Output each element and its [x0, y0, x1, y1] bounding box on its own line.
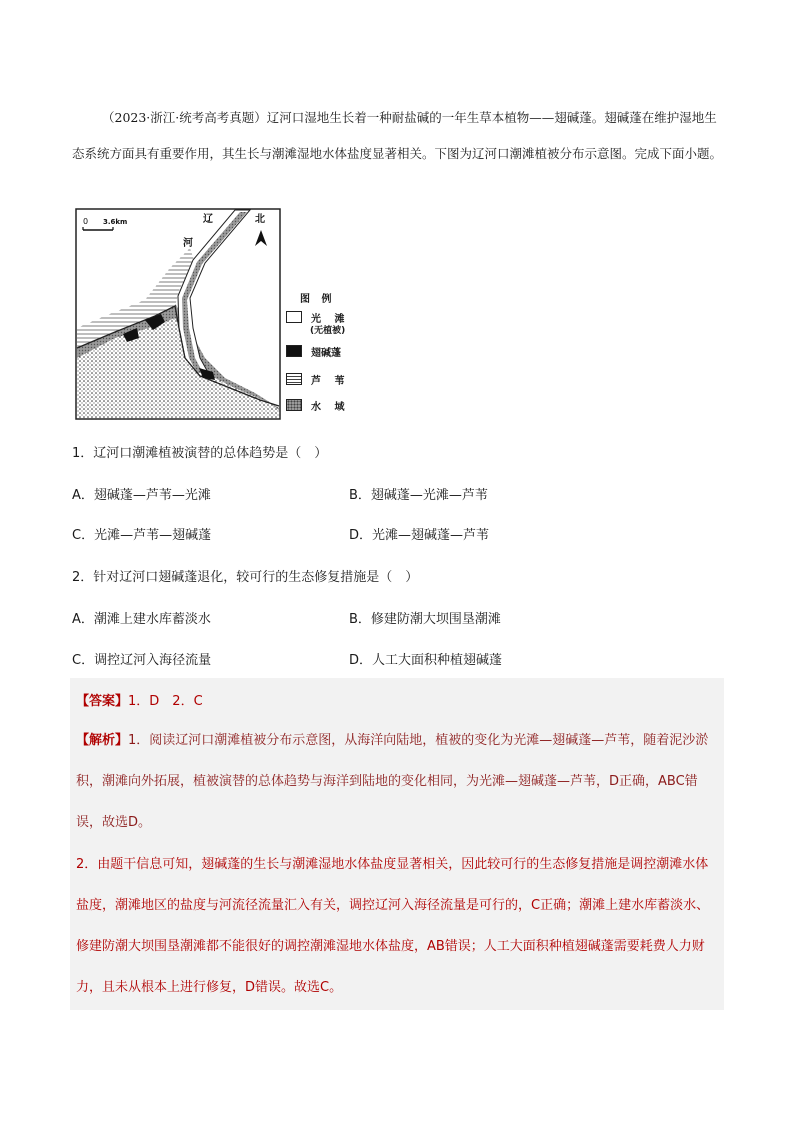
analysis-paragraph-2: 2．由题干信息可知，翅碱蓬的生长与潮滩湿地水体盐度显著相关，因此较可行的生态修复措施是调控潮滩水体盐度，潮滩地区的盐度与河流径流量汇入有关，调控辽河入海径流量是可行的，C正确；潮滩上建水库蓄淡水、修建防潮大坝围垦潮滩都不能很好的调控潮滩湿地水体盐度，AB错误；人工大面积种植翅碱蓬需要耗费人力财力，且未从根本上进行修复，D错误。故选C。: [76, 857, 710, 995]
question-1-option-a[interactable]: A．翅碱蓬—芦苇—光滩: [72, 488, 211, 503]
question-intro: （2023·浙江·统考高考真题）辽河口湿地生长着一种耐盐碱的一年生草本植物——翅碱蓬。翅碱蓬在维护湿地生态系统方面具有重要作用，其生长与潮滩湿地水体盐度显著相关。下图为辽河口潮滩植被分布示意图。完成下面小题。: [72, 110, 723, 161]
scale-zero: 0: [83, 217, 89, 226]
answer-line: [76, 690, 203, 709]
liaohe-estuary-map: [75, 208, 281, 420]
legend-swatch-reed: [286, 373, 302, 385]
answer-text: 1．D 2．C: [128, 694, 203, 709]
question-1-option-c[interactable]: C．光滩—芦苇—翅碱蓬: [72, 528, 212, 543]
question-2-option-c[interactable]: C．调控辽河入海径流量: [72, 653, 212, 668]
question-2-option-d[interactable]: D．人工大面积种植翅碱蓬: [349, 653, 503, 668]
legend-swatch-bare-flat: [286, 311, 302, 323]
legend-item-suaeda: 翅碱蓬: [286, 344, 396, 360]
legend-title: 图 例: [300, 294, 336, 305]
answer-tag: 【答案】: [76, 694, 129, 709]
question-1-option-d[interactable]: D．光滩—翅碱蓬—芦苇: [349, 528, 490, 543]
answer-panel: [70, 678, 724, 1010]
analysis-paragraph-1: [76, 720, 718, 843]
legend-item-reed: 芦 苇: [286, 372, 396, 388]
legend-swatch-suaeda: [286, 345, 302, 357]
legend-item-water: 水 域: [286, 398, 396, 414]
river-label-liao: 辽: [203, 214, 213, 225]
question-2-option-a[interactable]: A．潮滩上建水库蓄淡水: [72, 612, 211, 627]
scale-label: 3.6km: [103, 218, 128, 226]
question-1-option-b[interactable]: B．翅碱蓬—光滩—芦苇: [349, 488, 488, 503]
analysis-tag: 【解析】: [76, 733, 129, 748]
analysis-p1-text: 1．阅读辽河口潮滩植被分布示意图，从海洋向陆地，植被的变化为光滩—翅碱蓬—芦苇，随着泥沙淤积，潮滩向外拓展，植被演替的总体趋势与海洋到陆地的变化相同，为光滩—翅碱蓬—芦苇，D正确，ABC错误，故选D。: [76, 733, 709, 830]
legend-item-bare-flat: 光 滩 (无植被): [286, 310, 396, 326]
legend-swatch-water: [286, 399, 302, 411]
question-2-option-b[interactable]: B．修建防潮大坝围垦潮滩: [349, 612, 501, 627]
question-2-stem: 2．针对辽河口翅碱蓬退化，较可行的生态修复措施是（ ）: [72, 570, 419, 585]
question-1-stem: 1．辽河口潮滩植被演替的总体趋势是（ ）: [72, 446, 328, 461]
river-label-he: 河: [183, 238, 193, 249]
north-label: 北: [255, 214, 265, 225]
